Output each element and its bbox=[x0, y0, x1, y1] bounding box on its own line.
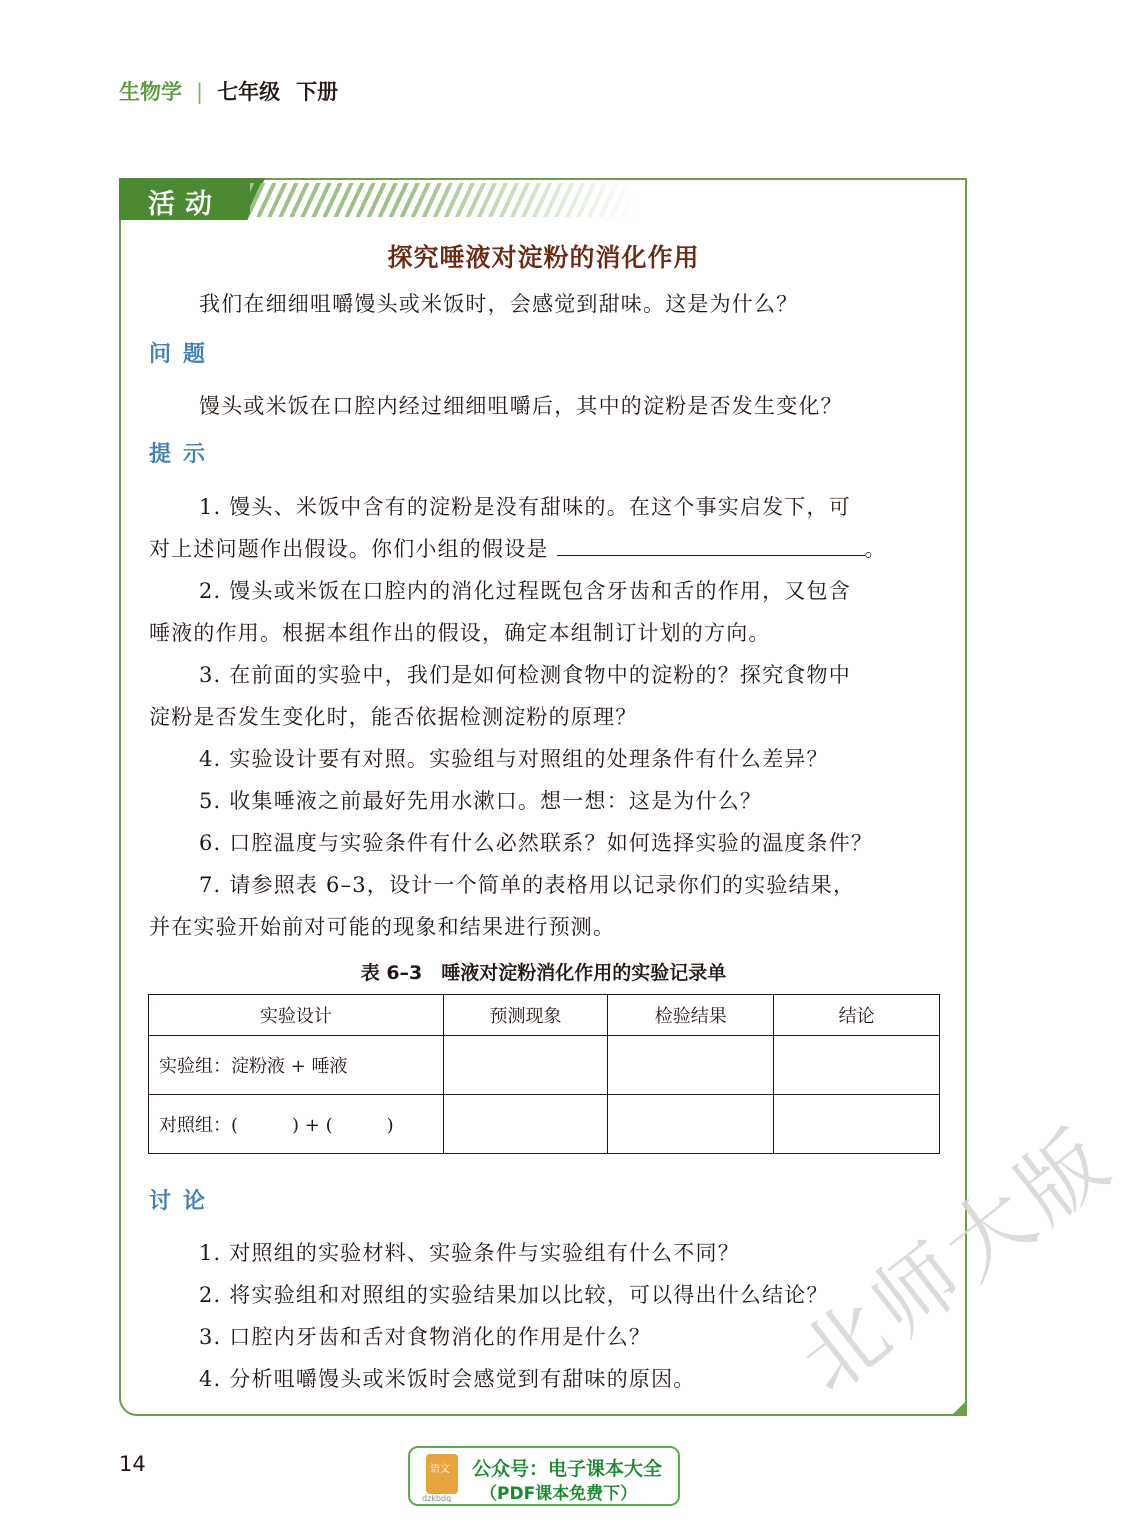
activity-title: 探究唾液对淀粉的消化作用 bbox=[387, 243, 700, 272]
badge-icon-caption: dzkbdq bbox=[422, 1494, 452, 1503]
tab-stripes bbox=[250, 183, 635, 217]
page-header bbox=[119, 76, 338, 106]
hint-line: 2. 馒头或米饭在口腔内的消化过程既包含牙齿和舌的作用，又包含 bbox=[199, 579, 851, 603]
hint-line: 3. 在前面的实验中，我们是如何检测食物中的淀粉的？探究食物中 bbox=[199, 663, 851, 687]
table-cell-empty[interactable] bbox=[774, 1095, 940, 1154]
table-header: 结论 bbox=[774, 995, 940, 1036]
question-text: 馒头或米饭在口腔内经过细细咀嚼后，其中的淀粉是否发生变化？ bbox=[199, 394, 843, 418]
box-corner bbox=[951, 1400, 967, 1416]
question-heading: 问题 bbox=[149, 342, 218, 367]
discussion-item: 2. 将实验组和对照组的实验结果加以比较，可以得出什么结论？ bbox=[199, 1283, 829, 1307]
hint-line: 6. 口腔温度与实验条件有什么必然联系？如何选择实验的温度条件？ bbox=[199, 831, 874, 855]
book-icon: 语文 bbox=[426, 1454, 458, 1494]
record-table bbox=[148, 994, 940, 1154]
hint-line: 淀粉是否发生变化时，能否依据检测淀粉的原理？ bbox=[149, 705, 638, 729]
table-caption: 表 6–3 唾液对淀粉消化作用的实验记录单 bbox=[360, 962, 727, 984]
discussion-item: 4. 分析咀嚼馒头或米饭时会感觉到有甜味的原因。 bbox=[199, 1367, 696, 1391]
header-separator: | bbox=[196, 80, 204, 104]
hypothesis-blank[interactable] bbox=[557, 535, 865, 556]
discussion-item: 1. 对照组的实验材料、实验条件与实验组有什么不同？ bbox=[199, 1241, 740, 1265]
table-cell-empty[interactable] bbox=[443, 1036, 608, 1095]
table-cell: 对照组：( ) + ( ) bbox=[149, 1095, 444, 1154]
hint-line: 1. 馒头、米饭中含有的淀粉是没有甜味的。在这个事实启发下，可 bbox=[199, 495, 851, 519]
badge-line2: （PDF课本免费下） bbox=[480, 1484, 638, 1504]
table-header: 预测现象 bbox=[443, 995, 608, 1036]
subject-label: 生物学 bbox=[119, 80, 182, 104]
volume-label: 下册 bbox=[296, 80, 339, 104]
table-header: 检验结果 bbox=[608, 995, 774, 1036]
page-number: 14 bbox=[119, 1452, 146, 1476]
hint-line: 4. 实验设计要有对照。实验组与对照组的处理条件有什么差异？ bbox=[199, 747, 829, 771]
hints-heading: 提示 bbox=[149, 442, 218, 467]
grade-label: 七年级 bbox=[217, 80, 281, 104]
table-header: 实验设计 bbox=[149, 995, 444, 1036]
hint-line: 5. 收集唾液之前最好先用水漱口。想一想：这是为什么？ bbox=[199, 789, 763, 813]
discussion-item: 3. 口腔内牙齿和舌对食物消化的作用是什么？ bbox=[199, 1325, 652, 1349]
badge-line1: 公众号：电子课本大全 bbox=[472, 1458, 663, 1480]
hint-line-end: 。 bbox=[864, 537, 887, 561]
table-cell-empty[interactable] bbox=[608, 1036, 774, 1095]
hint-line-text: 对上述问题作出假设。你们小组的假设是 bbox=[149, 537, 549, 561]
table-row bbox=[149, 1095, 940, 1154]
table-cell-empty[interactable] bbox=[443, 1095, 608, 1154]
activity-tab-label: 活动 bbox=[148, 189, 222, 220]
intro-paragraph: 我们在细细咀嚼馒头或米饭时，会感觉到甜味。这是为什么？ bbox=[199, 292, 799, 316]
table-cell-empty[interactable] bbox=[774, 1036, 940, 1095]
table-row bbox=[149, 1036, 940, 1095]
hint-line: 唾液的作用。根据本组作出的假设，确定本组制订计划的方向。 bbox=[149, 621, 771, 645]
table-cell: 实验组：淀粉液 + 唾液 bbox=[149, 1036, 444, 1095]
publisher-watermark: 北师大版 bbox=[781, 1107, 1132, 1412]
hint-line: 7. 请参照表 6–3，设计一个简单的表格用以记录你们的实验结果， bbox=[199, 873, 856, 897]
table-header-row bbox=[149, 995, 940, 1036]
promo-badge[interactable] bbox=[408, 1446, 680, 1506]
table-cell-empty[interactable] bbox=[608, 1095, 774, 1154]
discussion-heading: 讨论 bbox=[149, 1189, 218, 1214]
hint-line: 并在实验开始前对可能的现象和结果进行预测。 bbox=[149, 915, 616, 939]
hint-line bbox=[149, 528, 887, 570]
